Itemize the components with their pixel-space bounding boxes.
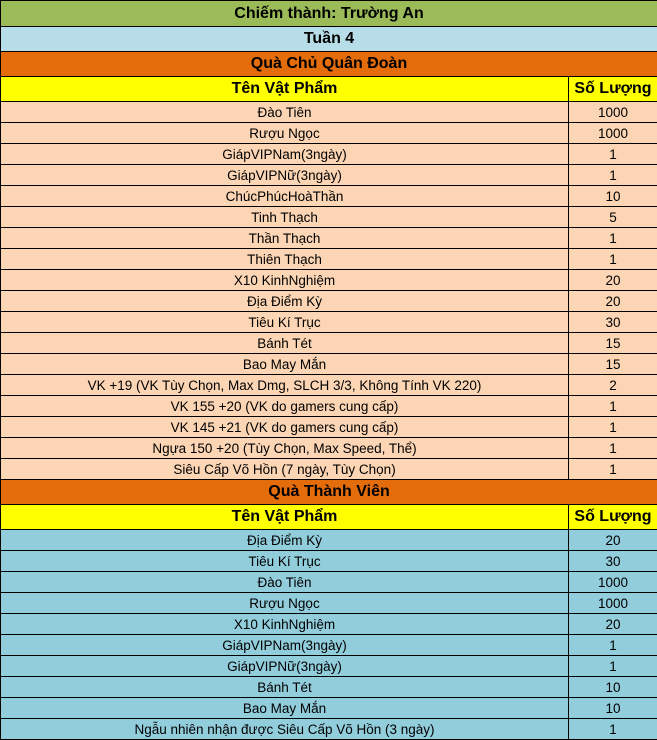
section1-header-row (1, 52, 657, 77)
quantity-cell: 5 (569, 207, 657, 228)
table-row (1, 249, 657, 270)
section2-header: Quà Thành Viên (1, 480, 657, 505)
table-row (1, 719, 657, 740)
section1-header: Quà Chủ Quân Đoàn (1, 52, 657, 77)
quantity-cell: 1 (569, 656, 657, 677)
item-name-cell: Tiêu Kí Trục (1, 551, 569, 572)
quantity-cell: 1 (569, 228, 657, 249)
item-name-cell: Thần Thạch (1, 228, 569, 249)
quantity-cell: 10 (569, 677, 657, 698)
table-row (1, 551, 657, 572)
quantity-cell: 1 (569, 459, 657, 480)
quantity-cell: 1 (569, 635, 657, 656)
quantity-cell: 1000 (569, 123, 657, 144)
quantity-cell: 15 (569, 333, 657, 354)
table-row (1, 438, 657, 459)
week-row (1, 27, 657, 52)
item-name-cell: Rượu Ngọc (1, 123, 569, 144)
item-name-cell: ChúcPhúcHoàThần (1, 186, 569, 207)
table-row (1, 572, 657, 593)
quantity-cell: 1 (569, 144, 657, 165)
table-row (1, 375, 657, 396)
quantity-cell: 20 (569, 614, 657, 635)
quantity-cell: 20 (569, 270, 657, 291)
column-header-quantity: Số Lượng (569, 77, 657, 102)
item-name-cell: Bánh Tét (1, 677, 569, 698)
column-header-quantity: Số Lượng (569, 505, 657, 530)
item-name-cell: Địa Điểm Kỳ (1, 530, 569, 551)
quantity-cell: 10 (569, 186, 657, 207)
item-name-cell: VK +19 (VK Tùy Chọn, Max Dmg, SLCH 3/3, Không Tính VK 220) (1, 375, 569, 396)
section1-column-headers (1, 77, 657, 102)
quantity-cell: 20 (569, 530, 657, 551)
table-row (1, 593, 657, 614)
table-row (1, 102, 657, 123)
quantity-cell: 30 (569, 312, 657, 333)
quantity-cell: 20 (569, 291, 657, 312)
quantity-cell: 1 (569, 417, 657, 438)
page-title: Chiếm thành: Trường An (1, 1, 657, 27)
title-row (1, 1, 657, 27)
table-row (1, 635, 657, 656)
table-row (1, 312, 657, 333)
item-name-cell: Bao May Mắn (1, 354, 569, 375)
table-row (1, 144, 657, 165)
table-row (1, 614, 657, 635)
item-name-cell: Địa Điểm Kỳ (1, 291, 569, 312)
item-name-cell: X10 KinhNghiệm (1, 270, 569, 291)
table-row (1, 186, 657, 207)
item-name-cell: Đào Tiên (1, 572, 569, 593)
table-row (1, 698, 657, 719)
item-name-cell: X10 KinhNghiệm (1, 614, 569, 635)
item-name-cell: Ngựa 150 +20 (Tùy Chọn, Max Speed, Thể) (1, 438, 569, 459)
table-row (1, 228, 657, 249)
week-label: Tuần 4 (1, 27, 657, 52)
item-name-cell: Đào Tiên (1, 102, 569, 123)
table-row (1, 417, 657, 438)
table-row (1, 459, 657, 480)
item-name-cell: Rượu Ngọc (1, 593, 569, 614)
table-row (1, 530, 657, 551)
quantity-cell: 1000 (569, 102, 657, 123)
quantity-cell: 10 (569, 698, 657, 719)
table-row (1, 165, 657, 186)
item-name-cell: Ngẫu nhiên nhận được Siêu Cấp Võ Hồn (3 ngày) (1, 719, 569, 740)
table-row (1, 291, 657, 312)
quantity-cell: 1 (569, 396, 657, 417)
item-name-cell: GiápVIPNữ(3ngày) (1, 656, 569, 677)
table-row (1, 354, 657, 375)
column-header-item-name: Tên Vật Phẩm (1, 505, 569, 530)
table-row (1, 677, 657, 698)
quantity-cell: 2 (569, 375, 657, 396)
item-name-cell: VK 155 +20 (VK do gamers cung cấp) (1, 396, 569, 417)
item-name-cell: GiápVIPNam(3ngày) (1, 144, 569, 165)
column-header-item-name: Tên Vật Phẩm (1, 77, 569, 102)
quantity-cell: 1 (569, 165, 657, 186)
item-name-cell: Tiêu Kí Trục (1, 312, 569, 333)
table-row (1, 270, 657, 291)
quantity-cell: 1 (569, 438, 657, 459)
item-name-cell: GiápVIPNam(3ngày) (1, 635, 569, 656)
section2-header-row (1, 480, 657, 505)
quantity-cell: 15 (569, 354, 657, 375)
item-name-cell: VK 145 +21 (VK do gamers cung cấp) (1, 417, 569, 438)
section2-column-headers (1, 505, 657, 530)
table-row (1, 207, 657, 228)
quantity-cell: 1 (569, 719, 657, 740)
quantity-cell: 1000 (569, 572, 657, 593)
table-row (1, 396, 657, 417)
item-name-cell: Thiên Thạch (1, 249, 569, 270)
item-name-cell: Tinh Thạch (1, 207, 569, 228)
quantity-cell: 1000 (569, 593, 657, 614)
item-name-cell: Bánh Tét (1, 333, 569, 354)
item-name-cell: Bao May Mắn (1, 698, 569, 719)
table-row (1, 333, 657, 354)
item-name-cell: GiápVIPNữ(3ngày) (1, 165, 569, 186)
table-row (1, 123, 657, 144)
item-name-cell: Siêu Cấp Võ Hồn (7 ngày, Tùy Chọn) (1, 459, 569, 480)
table-row (1, 656, 657, 677)
quantity-cell: 30 (569, 551, 657, 572)
quantity-cell: 1 (569, 249, 657, 270)
